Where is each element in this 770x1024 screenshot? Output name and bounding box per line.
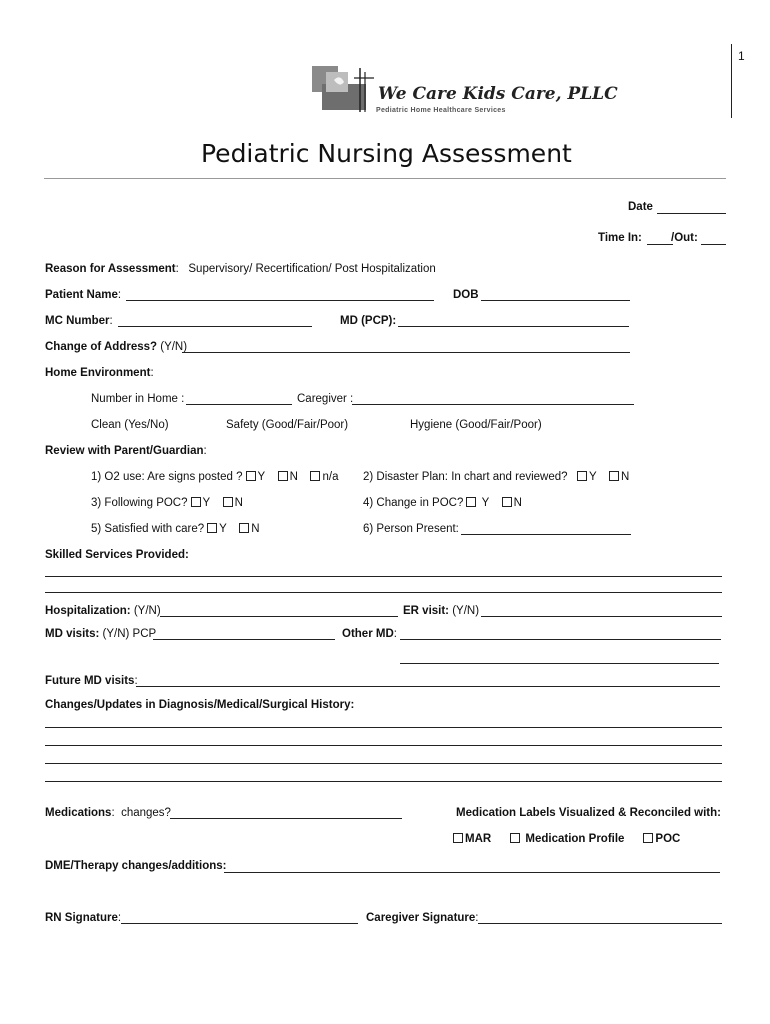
page-number: 1: [738, 49, 745, 63]
q5-text: 5) Satisfied with care?: [91, 523, 205, 535]
company-tagline: Pediatric Home Healthcare Services: [376, 107, 506, 114]
dob-field[interactable]: [481, 300, 630, 301]
med-profile-label: Medication Profile: [525, 833, 625, 845]
patient-name-field[interactable]: [126, 300, 434, 301]
mc-number-field[interactable]: [118, 326, 312, 327]
q3-no-checkbox[interactable]: [223, 497, 233, 507]
q5-yes-checkbox[interactable]: [207, 523, 217, 533]
dme-field[interactable]: [224, 872, 720, 873]
hospitalization-field[interactable]: [160, 616, 398, 617]
home-environment-label: Home Environment: [45, 367, 151, 379]
md-visits-options: (Y/N) PCP: [102, 628, 157, 640]
review-q6-label: 6) Person Present:: [363, 523, 459, 535]
q1-yes-label: Y: [257, 471, 265, 483]
q3-no-label: N: [234, 497, 243, 509]
md-pcp-field[interactable]: [398, 326, 629, 327]
changes-line-3[interactable]: [45, 763, 722, 764]
hygiene-label: Hygiene (Good/Fair/Poor): [410, 419, 542, 431]
med-options: [450, 833, 680, 845]
rn-signature-field[interactable]: [121, 923, 358, 924]
review-q1: [91, 471, 338, 483]
changes-line-1[interactable]: [45, 727, 722, 728]
mar-label: MAR: [465, 833, 492, 845]
md-visits-label: MD visits:: [45, 628, 100, 640]
q3-yes-label: Y: [202, 497, 210, 509]
caregiver-signature-label: Caregiver Signature: [366, 912, 476, 924]
company-name: We Care Kids Care, PLLC: [378, 84, 618, 104]
time-out-label: /Out:: [671, 232, 698, 244]
medications-label: Medications: [45, 807, 112, 819]
future-md-field[interactable]: [136, 686, 720, 687]
change-address-options: (Y/N): [160, 341, 188, 353]
dob-label: DOB: [453, 289, 479, 301]
reason-row: Reason for Assessment: Supervisory/ Recertification/ Post Hospitalization: [45, 263, 436, 275]
q5-yes-label: Y: [219, 523, 227, 535]
other-md-field-2[interactable]: [400, 663, 719, 664]
skilled-services-label: Skilled Services Provided:: [45, 549, 189, 561]
md-visits-pcp-field[interactable]: [153, 639, 335, 640]
er-visit-label: ER visit:: [403, 605, 450, 617]
medications-field[interactable]: [170, 818, 402, 819]
q1-yes-checkbox[interactable]: [246, 471, 256, 481]
q1-text: 1) O2 use: Are signs posted ?: [91, 471, 243, 483]
q1-no-checkbox[interactable]: [278, 471, 288, 481]
q1-no-label: N: [289, 471, 298, 483]
poc-label: POC: [655, 833, 681, 845]
safety-label: Safety (Good/Fair/Poor): [226, 419, 349, 431]
q4-no-checkbox[interactable]: [502, 497, 512, 507]
review-q2: [363, 471, 629, 483]
hospitalization-options: (Y/N): [133, 605, 161, 617]
md-pcp-label: MD (PCP):: [340, 315, 397, 327]
clean-label: Clean (Yes/No): [91, 419, 169, 431]
caregiver-signature-field[interactable]: [478, 923, 722, 924]
review-q4: [363, 497, 522, 509]
q2-no-label: N: [621, 471, 630, 483]
dme-label: DME/Therapy changes/additions:: [45, 860, 227, 872]
er-visit-options: (Y/N): [452, 605, 480, 617]
changes-label: Changes/Updates in Diagnosis/Medical/Surgical History:: [45, 699, 355, 711]
q1-na-label: n/a: [322, 471, 339, 483]
q5-no-label: N: [251, 523, 260, 535]
changes-line-4[interactable]: [45, 781, 722, 782]
date-label: Date: [628, 201, 653, 213]
med-labels-label: Medication Labels Visualized & Reconciled with:: [456, 807, 721, 819]
q5-no-checkbox[interactable]: [239, 523, 249, 533]
review-q5: [91, 523, 260, 535]
med-profile-checkbox[interactable]: [510, 833, 520, 843]
er-visit-field[interactable]: [481, 616, 722, 617]
number-in-home-label: Number in Home :: [91, 393, 185, 405]
review-label: Review with Parent/Guardian: [45, 445, 204, 457]
change-address-label: Change of Address?: [45, 341, 158, 353]
skilled-services-line-1[interactable]: [45, 576, 722, 577]
q2-yes-label: Y: [588, 471, 597, 483]
medications-changes-label: changes?: [121, 807, 171, 819]
mar-checkbox[interactable]: [453, 833, 463, 843]
hospitalization-label: Hospitalization:: [45, 605, 131, 617]
q3-text: 3) Following POC?: [91, 497, 188, 509]
caregiver-label: Caregiver :: [297, 393, 354, 405]
title-rule: [44, 178, 726, 179]
q4-no-label: N: [513, 497, 522, 509]
q1-na-checkbox[interactable]: [310, 471, 320, 481]
review-q3: [91, 497, 243, 509]
time-in-field[interactable]: [647, 244, 673, 245]
skilled-services-line-2[interactable]: [45, 592, 722, 593]
person-present-field[interactable]: [461, 534, 631, 535]
q2-text: 2) Disaster Plan: In chart and reviewed?: [363, 471, 568, 483]
company-logo: [312, 66, 376, 112]
time-out-field[interactable]: [701, 244, 726, 245]
caregiver-field[interactable]: [352, 404, 634, 405]
page-number-divider: [731, 44, 732, 118]
rn-signature-label: RN Signature: [45, 912, 118, 924]
logo-graphic-icon: [312, 66, 376, 112]
page-title: Pediatric Nursing Assessment: [201, 139, 572, 168]
q4-yes-checkbox[interactable]: [466, 497, 476, 507]
future-md-label: Future MD visits: [45, 675, 135, 687]
q2-no-checkbox[interactable]: [609, 471, 619, 481]
q4-text: 4) Change in POC?: [363, 497, 464, 509]
other-md-label: Other MD: [342, 628, 394, 640]
q3-yes-checkbox[interactable]: [191, 497, 201, 507]
reason-value: Supervisory/ Recertification/ Post Hospitalization: [188, 263, 436, 275]
number-in-home-field[interactable]: [186, 404, 292, 405]
change-address-field[interactable]: [182, 352, 630, 353]
date-field[interactable]: [657, 213, 726, 214]
mc-number-label: MC Number: [45, 315, 110, 327]
changes-line-2[interactable]: [45, 745, 722, 746]
q2-yes-checkbox[interactable]: [577, 471, 587, 481]
q4-yes-label: Y: [481, 497, 490, 509]
poc-checkbox[interactable]: [643, 833, 653, 843]
other-md-field[interactable]: [400, 639, 721, 640]
time-in-label: Time In:: [598, 232, 642, 244]
patient-name-label: Patient Name: [45, 289, 118, 301]
reason-label: Reason for Assessment: [45, 263, 176, 275]
